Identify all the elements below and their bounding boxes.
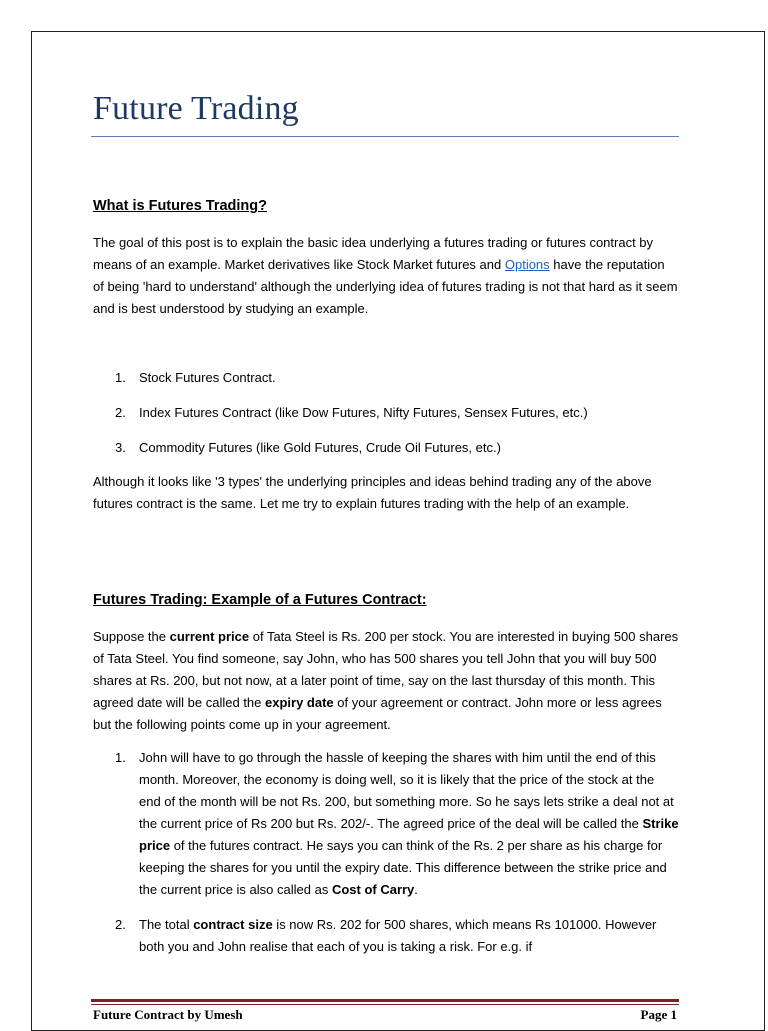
example-text: Suppose the	[93, 629, 170, 644]
point-text: of the futures contract. He says you can think of the Rs. 2 per share as his charge for keeping the shares for you until the expiry date. This difference between the strike price and the current price is also called as	[139, 838, 667, 897]
list-item	[93, 437, 679, 459]
footer-page-number: Page 1	[640, 1007, 677, 1022]
intro-text-part2: have the reputation of being 'hard to understand' although the underlying idea of futures trading is not that hard as it seem and is best understood by studying an example.	[93, 257, 678, 316]
footer-divider	[91, 999, 679, 1002]
point-text: is now Rs. 202 for 500 shares, which means Rs 101000. However both you and John realise that each of you is taking a risk. For e.g. if	[139, 917, 657, 954]
list-item-text: Commodity Futures (like Gold Futures, Crude Oil Futures, etc.)	[139, 440, 501, 455]
list-item	[93, 914, 679, 958]
section-heading-what-is-futures: What is Futures Trading?	[93, 198, 268, 214]
intro-text-part1: The goal of this post is to explain the basic idea underlying a futures trading or futures contract by means of an example. Market derivatives like Stock Market futures and	[93, 235, 654, 272]
list-number: 1.	[115, 370, 126, 385]
example-text: of Tata Steel is Rs. 200 per stock. You are interested in buying 500 shares of Tata Steel. You find someone, say John, who has 500 shares you tell John that you will buy 500 shares at Rs. 200, but not now, at a later point of time, say on the last thursday of this month. This agreed date will be called the	[93, 629, 679, 710]
point-text: The total	[139, 917, 194, 932]
point-text: .	[414, 882, 418, 897]
agreement-points-list	[93, 747, 679, 958]
point-text: John will have to go through the hassle of keeping the shares with him until the end of this month. Moreover, the economy is doing well, so it is likely that the price of the stock at the end of the month will be not Rs. 200, but something more. So he says lets strike a deal not at the current price of Rs 200 but Rs. 202/-. The agreed price of the deal will be called the	[139, 750, 674, 831]
term-cost-of-carry: Cost of Carry	[331, 882, 415, 897]
example-paragraph	[93, 626, 679, 736]
list-number: 3.	[115, 440, 126, 455]
list-number: 2.	[115, 405, 126, 420]
term-expiry-date: expiry date	[265, 695, 334, 710]
section-heading-example: Futures Trading: Example of a Futures Contract:	[93, 592, 427, 608]
footer-author: Future Contract by Umesh	[93, 1007, 243, 1022]
list-item	[93, 367, 679, 389]
list-item	[93, 402, 679, 424]
after-types-paragraph: Although it looks like '3 types' the underlying principles and ideas behind trading any of the above futures contract is the same. Let me try to explain futures trading with the help of an example.	[93, 474, 652, 511]
document-title: Future Trading	[93, 90, 299, 127]
list-item-text: Index Futures Contract (like Dow Futures, Nifty Futures, Sensex Futures, etc.)	[139, 405, 588, 420]
list-number: 1.	[115, 750, 126, 765]
intro-paragraph	[93, 232, 679, 320]
list-item	[93, 747, 679, 901]
list-number: 2.	[115, 917, 126, 932]
list-item-text: Stock Futures Contract.	[139, 370, 276, 385]
futures-types-list	[93, 367, 679, 459]
term-current-price: current price	[169, 629, 250, 644]
options-link[interactable]: Options	[504, 257, 550, 272]
footer-divider-thin	[91, 1004, 679, 1005]
title-divider	[91, 136, 679, 137]
example-text: of your agreement or contract. John more or less agrees but the following points come up in your agreement.	[93, 695, 662, 732]
term-strike-price: Strike price	[139, 816, 679, 853]
term-contract-size: contract size	[193, 917, 273, 932]
